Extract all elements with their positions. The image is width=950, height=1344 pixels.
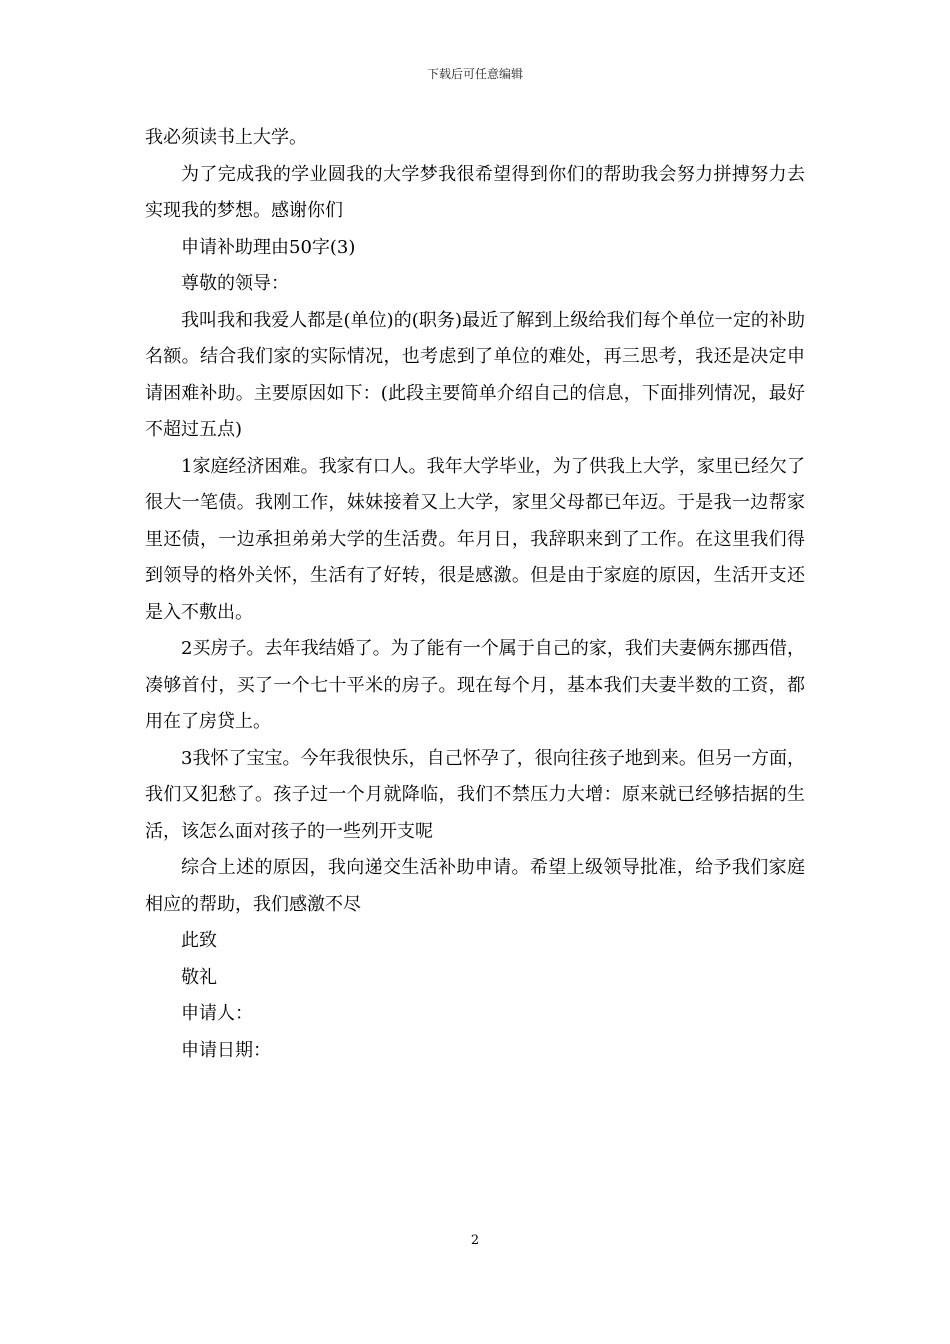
- applicant-label: 申请人：: [181, 1003, 253, 1024]
- paragraph-1: 我必须读书上大学。: [145, 127, 307, 148]
- page-header-note: 下载后可任意编辑: [426, 67, 523, 81]
- paragraph-conclusion: 综合上述的原因，我向递交生活补助申请。希望上级领导批准，给予我们家庭相应的帮助，我们感激不尽: [145, 857, 805, 915]
- paragraph-intro: 我叫我和我爱人都是(单位)的(职务)最近了解到上级给我们每个单位一定的补助名额。结合我们家的实际情况，也考虑到了单位的难处，再三思考，我还是决定申请困难补助。主要原因如下：(此段主要简单介绍自己的信息，下面排列情况，最好不超过五点): [145, 309, 805, 440]
- closing-salute: 敬礼: [181, 966, 217, 988]
- closing-phrase: 此致: [181, 930, 217, 951]
- section-title: 申请补助理由50字(3): [181, 236, 356, 258]
- paragraph-reason-3: 3我怀了宝宝。今年我很快乐，自己怀孕了，很向往孩子地到来。但另一方面，我们又犯愁了。孩子过一个月就降临，我们不禁压力大增：原来就已经够拮据的生活，该怎么面对孩子的一些列开支呢: [145, 747, 805, 842]
- page-number: 2: [470, 1233, 480, 1248]
- application-date-label: 申请日期：: [181, 1039, 271, 1061]
- paragraph-reason-2: 2买房子。去年我结婚了。为了能有一个属于自己的家，我们夫妻俩东挪西借，凑够首付，买了一个七十平米的房子。现在每个月，基本我们夫妻半数的工资，都用在了房贷上。: [145, 638, 805, 732]
- salutation: 尊敬的领导：: [181, 273, 289, 294]
- document-body: [145, 120, 805, 1069]
- paragraph-2: 为了完成我的学业圆我的大学梦我很希望得到你们的帮助我会努力拼搏努力去实现我的梦想。感谢你们: [145, 163, 805, 221]
- paragraph-reason-1: 1家庭经济困难。我家有口人。我年大学毕业，为了供我上大学，家里已经欠了很大一笔债。我刚工作，妹妹接着又上大学，家里父母都已年迈。于是我一边帮家里还债，一边承担弟弟大学的生活费。年月日，我辞职来到了工作。在这里我们得到领导的格外关怀，生活有了好转，很是感激。但是由于家庭的原因，生活开支还是入不敷出。: [145, 455, 805, 623]
